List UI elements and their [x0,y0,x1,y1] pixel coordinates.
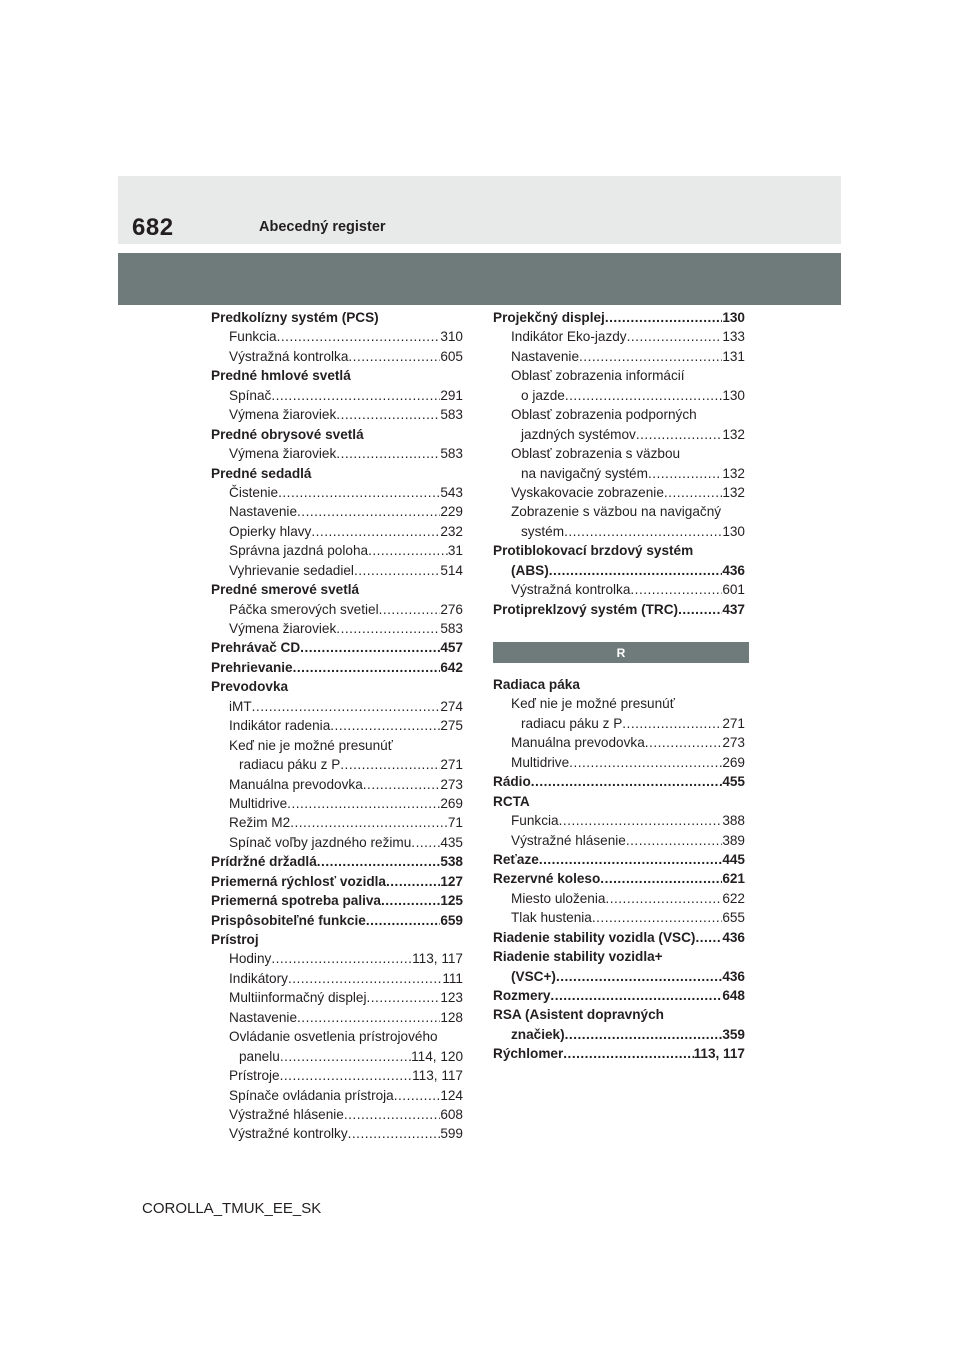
entry-page: 274 [440,698,463,714]
entry-page: 131 [722,348,745,364]
entry-term: Prehrievanie [211,659,293,675]
index-entry [485,869,745,888]
index-subentry [485,908,745,927]
dot-leader [622,714,722,733]
entry-term: Režim M2 [229,815,291,831]
index-entry [203,638,463,657]
index-subentry [485,444,745,463]
dot-leader [287,794,440,813]
index-subentry [485,753,745,772]
entry-page: 455 [722,774,745,790]
index-subentry [203,775,463,794]
index-subentry [203,347,463,366]
entry-term: iMT [229,698,252,714]
entry-page: 601 [722,582,745,598]
entry-term: Priemerná spotreba paliva [211,893,381,909]
index-subentry [203,502,463,521]
entry-term: Predné hmlové svetlá [211,368,351,384]
entry-term: Hodiny [229,951,272,967]
dot-leader [278,483,440,502]
entry-page: 127 [440,873,463,889]
entry-term: Oblasť zobrazenia podporných [511,407,697,423]
entry-term: Tlak hustenia [511,910,592,926]
index-entry [485,600,745,619]
index-subentry [203,483,463,502]
entry-term: (VSC+) [511,968,556,984]
index-entry [203,366,463,385]
entry-term: Výmena žiaroviek [229,407,337,423]
entry-page: 128 [440,1009,463,1025]
entry-term: Indikátor Eko-jazdy [511,329,627,345]
entry-term: Vyhrievanie sedadiel [229,562,354,578]
entry-page: 269 [722,754,745,770]
index-entry [485,947,745,966]
index-entry [485,850,745,869]
entry-page: 437 [722,601,745,617]
entry-term: radiacu páku z P [239,757,341,773]
entry-term: Rádio [493,774,531,790]
entry-term: Keď nie je možné presunúť [229,737,393,753]
entry-page: 621 [722,871,745,887]
dot-leader [605,889,722,908]
index-subentry [203,522,463,541]
dot-leader [271,949,412,968]
entry-term: Oblasť zobrazenia s väzbou [511,446,681,462]
dot-leader [549,561,723,580]
entry-page: 130 [722,387,745,403]
entry-page: 271 [440,757,463,773]
dot-leader [556,967,722,986]
index-subentry [485,889,745,908]
dot-leader [317,852,441,871]
dot-leader [678,600,722,619]
index-subentry [203,1105,463,1124]
entry-term: RSA (Asistent dopravných [493,1007,664,1023]
entry-term: Výmena žiaroviek [229,621,337,636]
index-subentry [485,831,745,850]
entry-term: (ABS) [511,562,549,578]
dot-leader [300,638,440,657]
index-subentry [203,619,463,638]
entry-page: 232 [440,523,463,539]
entry-term: Predné sedadlá [211,465,312,481]
entry-term: Funkcia [229,329,277,345]
dot-leader [569,753,722,772]
dot-leader [563,1044,693,1063]
index-subentry [203,1086,463,1105]
dot-leader [381,891,440,910]
entry-page: 389 [722,832,745,848]
entry-page: 133 [722,329,745,345]
entry-term: Výstražné hlásenie [511,832,626,848]
entry-page: 276 [440,601,463,617]
index-entry [485,967,745,986]
section-title: Abecedný register [259,219,386,235]
dot-leader [354,561,440,580]
index-subentry [485,483,745,502]
index-entry [485,1005,745,1024]
index-subentry [203,541,463,560]
entry-term: Protipreklzový systém (TRC) [493,601,679,617]
dot-leader [579,347,722,366]
entry-term: Predné obrysové svetlá [211,426,364,442]
dot-leader [550,986,722,1005]
entry-term: na navigačný systém [521,465,648,481]
entry-page: 583 [440,407,463,423]
index-subentry [203,716,463,735]
entry-page: 229 [440,504,463,520]
entry-term: Rozmery [493,988,551,1003]
entry-page: 125 [440,893,463,909]
entry-page: 273 [722,735,745,751]
entry-page: 435 [440,834,463,850]
index-entry [203,677,463,696]
dot-leader [330,716,440,735]
entry-term: Výmena žiaroviek [229,446,337,462]
entry-page: 271 [722,715,745,731]
entry-page: 543 [440,484,463,500]
index-entry [485,986,745,1005]
entry-term: Výstražná kontrolka [229,348,349,364]
index-subentry [485,366,745,385]
index-subentry [485,714,745,733]
entry-term: o jazde [521,387,565,403]
entry-term: značiek) [511,1026,565,1042]
entry-page: 659 [440,912,463,928]
index-subentry [485,347,745,366]
index-subentry [485,522,745,541]
index-entry [203,425,463,444]
entry-page: 436 [722,562,745,578]
entry-term: Spínač voľby jazdného režimu [229,834,412,850]
entry-term: systém [521,523,565,539]
page-number: 682 [132,214,174,241]
index-subentry [203,327,463,346]
dot-leader [565,386,722,405]
dot-leader [592,908,722,927]
dot-leader [636,425,722,444]
entry-page: 445 [722,851,745,867]
entry-term: Prídržné držadlá [211,854,317,870]
entry-term: Nastavenie [511,348,580,364]
index-entry [485,561,745,580]
dot-leader [539,850,723,869]
entry-term: Rezervné koleso [493,871,601,887]
entry-term: Prístroje [229,1068,280,1084]
dot-leader [297,502,440,521]
dot-leader [252,697,441,716]
dot-leader [280,1047,411,1066]
entry-term: Prístroj [211,932,259,947]
entry-page: 31 [447,543,463,559]
entry-page: 310 [440,329,463,345]
dot-leader [564,522,722,541]
entry-page: 113, 117 [693,1046,745,1062]
dot-leader [379,600,441,619]
entry-page: 111 [442,970,463,986]
index-subentry [203,444,463,463]
entry-page: 436 [722,929,745,945]
entry-page: 436 [722,968,745,984]
dot-leader [280,1066,412,1085]
entry-term: Spínače ovládania prístroja [229,1087,394,1103]
dot-leader [565,1025,723,1044]
dot-leader [605,308,722,327]
entry-term: Čistenie [229,484,279,500]
index-subentry [203,600,463,619]
entry-term: Indikátory [229,970,288,986]
index-subentry [485,733,745,752]
entry-term: panelu [239,1048,280,1064]
index-subentry [203,736,463,755]
entry-page: 599 [440,1126,463,1142]
entry-term: Protiblokovací brzdový systém [493,543,694,559]
index-subentry [485,405,745,424]
index-subentry [203,561,463,580]
entry-page: 132 [722,426,745,442]
document-code: COROLLA_TMUK_EE_SK [142,1200,322,1217]
entry-term: Páčka smerových svetiel [229,601,379,617]
index-subentry [485,694,745,713]
entry-term: Indikátor radenia [229,718,331,734]
dot-leader [648,464,722,483]
entry-term: Spínač [229,387,272,403]
index-entry [203,464,463,483]
entry-term: Multiinformačný displej [229,990,367,1006]
entry-term: Oblasť zobrazenia informácií [511,368,685,384]
dot-leader [288,969,442,988]
entry-page: 132 [722,465,745,481]
entry-page: 273 [440,776,463,792]
dot-leader [630,580,722,599]
dot-leader [627,327,723,346]
entry-term: Rýchlomer [493,1046,564,1062]
entry-page: 388 [722,813,745,829]
entry-term: Radiaca páka [493,677,580,692]
entry-page: 291 [440,387,463,403]
entry-term: radiacu páku z P [521,715,623,731]
index-entry [203,580,463,599]
index-subentry [485,425,745,444]
dot-leader [348,347,440,366]
entry-page: 655 [722,910,745,926]
dot-leader [340,755,440,774]
entry-term: Nastavenie [229,504,298,520]
entry-term: Predkolízny systém (PCS) [211,310,379,325]
letter-heading: R [493,642,749,663]
index-subentry [203,697,463,716]
index-entry [203,872,463,891]
entry-term: Projekčný displej [493,310,605,325]
entry-term: Vyskakovacie zobrazenie [511,484,664,500]
index-subentry [485,502,745,521]
entry-page: 622 [722,890,745,906]
dot-leader [600,869,722,888]
entry-page: 457 [440,640,463,656]
index-entry [485,675,745,694]
entry-page: 514 [440,562,463,578]
index-entry [203,930,463,949]
entry-term: Výstražná kontrolka [511,582,631,598]
dot-leader [348,1124,441,1143]
index-entry [203,852,463,871]
index-entry [203,658,463,677]
index-subentry [485,386,745,405]
entry-page: 648 [722,988,745,1003]
entry-page: 130 [722,310,745,325]
header-bar [118,253,841,305]
entry-term: Prehrávač CD [211,640,301,656]
dot-leader [394,1086,441,1105]
entry-page: 583 [440,621,463,636]
index-entry [485,928,745,947]
entry-term: Správna jazdná poloha [229,543,369,559]
entry-term: Nastavenie [229,1009,298,1025]
index-subentry [203,1027,463,1046]
dot-leader [626,831,722,850]
entry-page: 608 [440,1106,463,1122]
dot-leader [336,405,440,424]
entry-term: Miesto uloženia [511,890,606,906]
index-subentry [203,988,463,1007]
entry-term: Manuálna prevodovka [229,776,363,792]
dot-leader [664,483,722,502]
entry-term: Funkcia [511,813,559,829]
dot-leader [645,733,723,752]
index-subentry [203,794,463,813]
entry-page: 124 [440,1087,463,1103]
dot-leader [363,775,441,794]
dot-leader [386,872,440,891]
index-entry [485,772,745,791]
entry-term: Multidrive [511,754,570,770]
entry-term: RCTA [493,793,530,809]
entry-term: Výstražné hlásenie [229,1106,344,1122]
index-subentry [485,811,745,830]
entry-term: jazdných systémov [521,426,636,442]
dot-leader [271,386,440,405]
index-entry [485,308,745,327]
dot-leader [297,1008,440,1027]
index-subentry [485,327,745,346]
index-entry [485,1025,745,1044]
index-subentry [203,949,463,968]
index-subentry [203,833,463,852]
entry-term: Prispôsobiteľné funkcie [211,912,366,928]
index-subentry [485,580,745,599]
index-entry [485,1044,745,1063]
index-subentry [203,1047,463,1066]
entry-page: 113, 117 [412,951,463,967]
entry-page: 538 [440,854,463,870]
dot-leader [336,619,440,638]
dot-leader [559,811,723,830]
entry-term: Keď nie je možné presunúť [511,696,675,712]
index-entry [485,792,745,811]
entry-page: 114, 120 [411,1048,463,1064]
entry-page: 359 [722,1026,745,1042]
dot-leader [368,541,448,560]
entry-term: Ovládanie osvetlenia prístrojového [229,1029,438,1045]
entry-page: 269 [440,795,463,811]
entry-term: Predné smerové svetlá [211,582,360,598]
index-subentry [203,813,463,832]
dot-leader [277,327,441,346]
entry-page: 605 [440,348,463,364]
entry-term: Opierky hlavy [229,523,312,539]
index-subentry [203,755,463,774]
index-column-left [203,308,463,1144]
index-column-right [485,308,745,1064]
entry-term: Manuálna prevodovka [511,735,645,751]
index-entry [203,911,463,930]
index-subentry [485,464,745,483]
entry-page: 123 [440,990,463,1006]
entry-term: Zobrazenie s väzbou na navigačný [511,504,722,520]
dot-leader [367,988,441,1007]
dot-leader [411,833,440,852]
entry-term: Riadenie stability vozidla+ [493,949,663,965]
entry-page: 275 [440,718,463,734]
dot-leader [293,658,441,677]
dot-leader [344,1105,440,1124]
dot-leader [366,911,441,930]
entry-term: Multidrive [229,795,288,811]
entry-term: Priemerná rýchlosť vozidla [211,873,386,889]
entry-page: 583 [440,446,463,462]
index-entry [203,308,463,327]
entry-page: 642 [440,659,463,675]
entry-term: Reťaze [493,851,539,867]
entry-term: Riadenie stability vozidla (VSC) [493,929,696,945]
dot-leader [531,772,723,791]
index-subentry [203,1008,463,1027]
dot-leader [336,444,440,463]
entry-page: 132 [722,484,745,500]
header-band [118,176,841,244]
entry-page: 130 [722,523,745,539]
index-entry [203,891,463,910]
index-entry [485,541,745,560]
index-subentry [203,405,463,424]
dot-leader [695,928,722,947]
entry-page: 71 [447,815,463,831]
dot-leader [311,522,440,541]
index-subentry [203,969,463,988]
entry-term: Prevodovka [211,679,289,695]
index-subentry [203,1066,463,1085]
entry-term: Výstražné kontrolky [229,1126,348,1142]
index-subentry [203,386,463,405]
entry-page: 113, 117 [412,1068,463,1084]
index-subentry [203,1124,463,1143]
dot-leader [290,813,448,832]
